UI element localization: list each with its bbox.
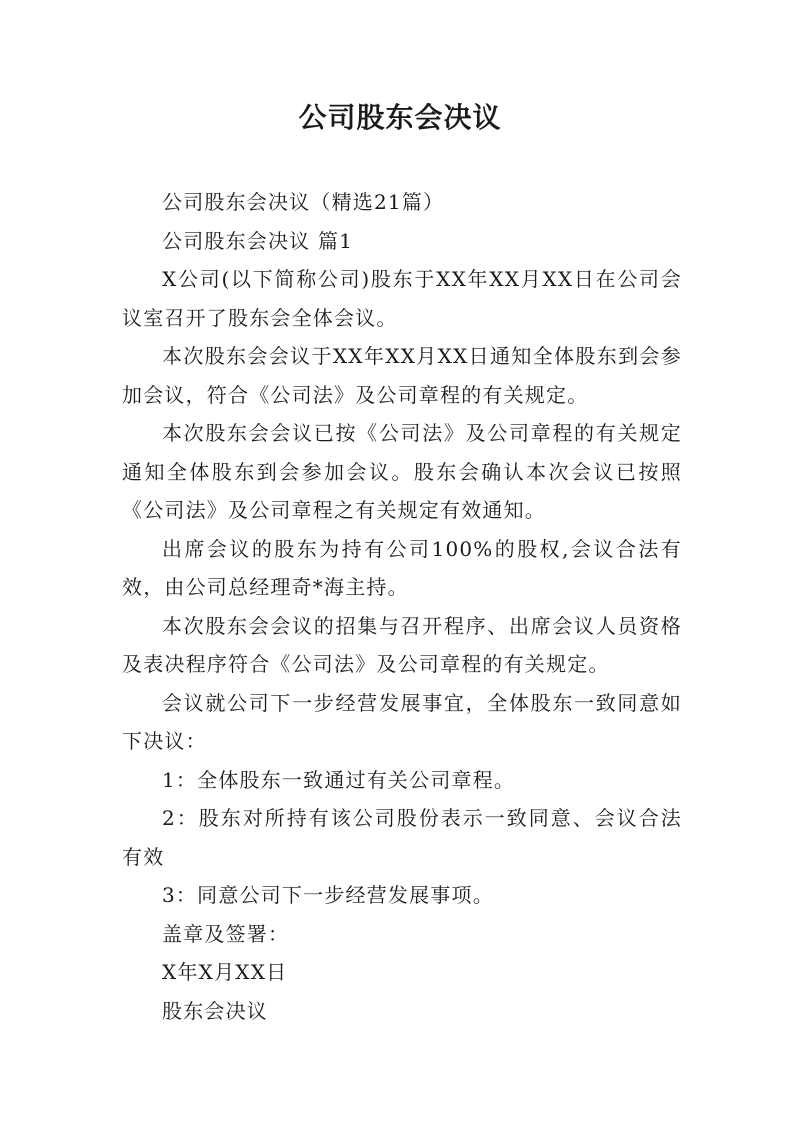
signature-label: 盖章及签署： bbox=[162, 921, 290, 946]
signature-footer: 股东会决议 bbox=[162, 998, 268, 1023]
signature-date: X年X月XX日 bbox=[162, 960, 288, 984]
paragraph: 本次股东会会议于XX年XX月XX日通知全体股东到会参加会议，符合《公司法》及公司章程的有关规定。 bbox=[122, 344, 682, 407]
document-title: 公司股东会决议 bbox=[298, 101, 502, 134]
resolution-item-2: 2：股东对所持有该公司股份表示一致同意、会议合法有效 bbox=[122, 806, 682, 869]
paragraph: 会议就公司下一步经营发展事宜，全体股东一致同意如下决议： bbox=[122, 690, 682, 753]
paragraph-subtitle: 公司股东会决议（精选21篇） bbox=[162, 190, 445, 214]
paragraph-section-heading: 公司股东会决议 篇1 bbox=[162, 228, 354, 253]
paragraph: 本次股东会会议的招集与召开程序、出席会议人员资格及表决程序符合《公司法》及公司章程的有关规定。 bbox=[122, 613, 682, 676]
paragraph: 出席会议的股东为持有公司100%的股权,会议合法有效，由公司总经理奇*海主持。 bbox=[122, 536, 682, 599]
paragraph: 本次股东会会议已按《公司法》及公司章程的有关规定通知全体股东到会参加会议。股东会确认本次会议已按照《公司法》及公司章程之有关规定有效通知。 bbox=[122, 421, 682, 522]
document-body bbox=[122, 183, 682, 1030]
resolution-item-3: 3：同意公司下一步经营发展事项。 bbox=[162, 883, 494, 907]
paragraph: X公司(以下简称公司)股东于XX年XX月XX日在公司会议室召开了股东会全体会议。 bbox=[122, 267, 682, 330]
resolution-item-1: 1：全体股东一致通过有关公司章程。 bbox=[162, 767, 516, 792]
